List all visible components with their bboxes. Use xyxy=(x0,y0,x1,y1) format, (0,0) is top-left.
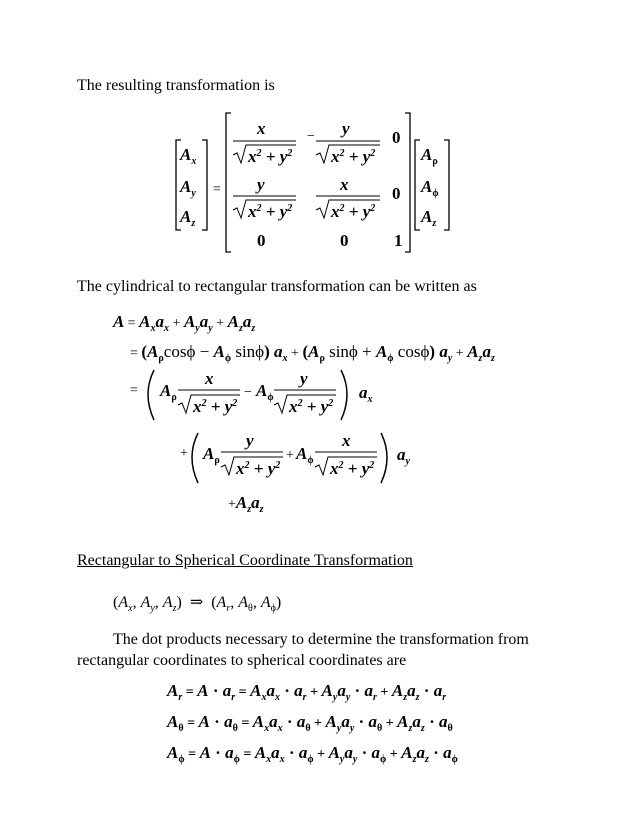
svg-text:0: 0 xyxy=(340,231,349,250)
svg-text:+Azaz: $+A_za_z$ xyxy=(228,493,264,515)
svg-text:y: y xyxy=(300,369,308,388)
svg-text:1: 1 xyxy=(394,231,403,250)
svg-text:Aϕ: $A_\phi$ xyxy=(421,177,439,199)
svg-text:x2 + y2: $x^2 + y^2$ xyxy=(248,147,293,166)
svg-text:Aϕ: $A_\phi$ xyxy=(256,381,274,403)
svg-text:−: − xyxy=(307,129,315,144)
svg-text:x2 + y2: $x^2 + y^2$ xyxy=(236,459,281,478)
svg-text:Aρ: $A_\rho$ xyxy=(160,381,177,403)
svg-text:x: x xyxy=(342,431,351,450)
svg-text:Aρ: $A_\rho$ xyxy=(203,444,220,466)
cyl-rect-equations xyxy=(112,312,495,515)
svg-text:x2 + y2: $x^2 + y^2$ xyxy=(331,202,376,221)
svg-text:0: 0 xyxy=(392,128,401,147)
svg-text:x: x xyxy=(205,369,214,388)
svg-text:A = Axax + Ayay + Azaz: $A = A_xa_x$ + $A_ya_y$ + $A_za_z$ xyxy=(113,312,256,334)
svg-text:x: x xyxy=(257,119,266,138)
intro-text: The resulting transformation is xyxy=(77,77,275,94)
section-heading: Rectangular to Spherical Coordinate Transformation xyxy=(77,552,413,569)
svg-text:x2 + y2: $x^2 + y^2$ xyxy=(330,459,375,478)
svg-text:Ar = A · ar = Axax · ar + Ayay: $A_r$ = $A \cdot a_r$ = $A_xa_x \cdot a_r$ + $A_ya_y \cdot a_r$ + $A_za_z \cdot a_r$ xyxy=(167,681,447,703)
paragraph-line-2: rectangular coordinates to spherical coordinates are xyxy=(77,652,407,669)
svg-text:+: + xyxy=(180,446,188,461)
svg-text:x2 + y2: $x^2 + y^2$ xyxy=(248,202,293,221)
svg-text:+: + xyxy=(286,448,294,463)
svg-text:x2 + y2: $x^2 + y^2$ xyxy=(289,397,334,416)
svg-text:Aϕ: $A_\phi$ xyxy=(296,444,314,466)
svg-text:−: − xyxy=(244,385,252,400)
svg-text:x2 + y2: $x^2 + y^2$ xyxy=(193,397,238,416)
svg-text:Ay: $A_y$ xyxy=(180,177,196,199)
svg-text:Aρ: $A_\rho$ xyxy=(421,145,438,167)
svg-text:ax: $a_x$ xyxy=(359,383,373,405)
svg-text:Az: $A_z$ xyxy=(180,207,196,229)
svg-text:=: = xyxy=(213,182,221,197)
svg-text:ay: $a_y$ xyxy=(397,445,410,467)
svg-text:0: 0 xyxy=(392,184,401,203)
cyl-to-rect-text: The cylindrical to rectangular transformation can be written as xyxy=(77,278,477,295)
svg-text:y: y xyxy=(246,431,254,450)
svg-text:y: y xyxy=(257,175,265,194)
svg-text:Az: $A_z$ xyxy=(421,207,437,229)
svg-text:=: = xyxy=(130,383,138,398)
svg-text:x: x xyxy=(340,175,349,194)
svg-text:0: 0 xyxy=(257,231,266,250)
svg-text:x2 + y2: $x^2 + y^2$ xyxy=(331,147,376,166)
svg-text:= (Aρcosϕ − Aϕ sinϕ) ax + (Aρ: = ($A_\rho\cos\phi - A_\phi$ sinϕ) $a_x$ + ($A_\rho$ $\sin\phi + A_\phi$ cosϕ) $a_y$ + $A_za_z$ xyxy=(130,342,495,364)
svg-text:Aθ = A · aθ = Axax · aθ + Ayay: $A_\theta$ = $A \cdot a_\theta$ = $A_xa_x \cdot a_\theta$ + $A_ya_y \cdot a_\theta$ + $A_za_z \cdot a_\theta$ xyxy=(167,712,453,734)
spherical-equations xyxy=(166,681,458,765)
svg-text:Ax: $A_x$ xyxy=(180,145,197,167)
paragraph-line-1: The dot products necessary to determine the transformation from xyxy=(113,631,529,648)
matrix-equation xyxy=(176,113,449,252)
coordinate-mapping: ($A_x$, $A_y$, $A_z$) ⇒ ($A_r$, $A_\theta$, $A_\phi$) xyxy=(113,594,282,615)
svg-text:Aϕ = A · aϕ = Axax · aϕ + Ayay: $A_\phi$ = $A \cdot a_\phi$ = $A_xa_x \cdot a_\phi$ + $A_ya_y \cdot a_\phi$ + $A_za_z \cdot a_\phi$ xyxy=(167,743,458,765)
svg-text:y: y xyxy=(342,119,350,138)
